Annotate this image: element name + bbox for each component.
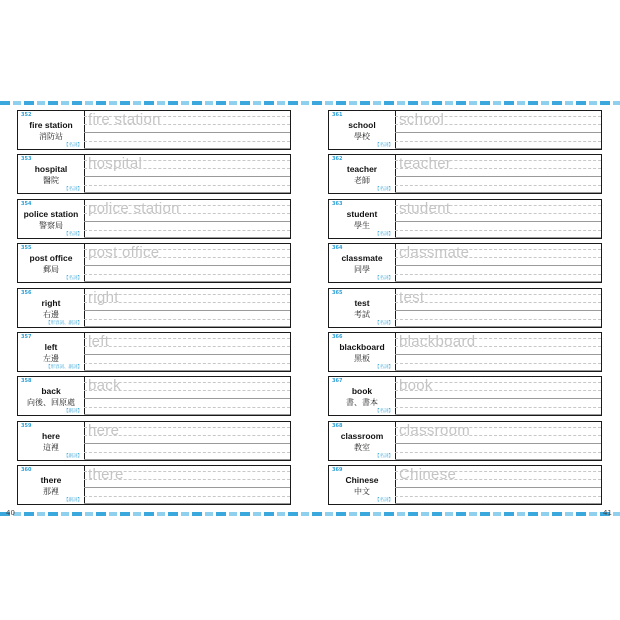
baseline (84, 354, 290, 355)
vocab-translation: 消防站 (39, 132, 63, 141)
baseline (84, 503, 290, 504)
vocab-info-cell (329, 333, 396, 371)
vocab-translation: 考試 (354, 309, 370, 319)
handwriting-practice-area[interactable] (84, 200, 290, 238)
vocab-translation: 教室 (354, 442, 370, 452)
vocab-translation: 書、書本 (346, 398, 378, 408)
part-of-speech-tag: 【名詞】 (64, 143, 82, 148)
vocab-word: post office (29, 253, 73, 264)
baseline (395, 148, 601, 149)
trace-word: school (399, 111, 445, 128)
vocab-number: 358 (21, 378, 32, 385)
guide-line (84, 319, 290, 320)
vocab-info-cell (18, 422, 85, 460)
guide-line (395, 363, 601, 364)
vocab-word: classroom (340, 430, 384, 441)
guide-line (395, 230, 601, 231)
vocab-info-cell (329, 244, 396, 282)
baseline (395, 281, 601, 282)
baseline (84, 221, 290, 222)
guide-line (84, 338, 290, 339)
vocab-word: teacher (346, 164, 378, 175)
part-of-speech-tag: 【名詞】 (375, 320, 393, 326)
part-of-speech-tag: 【名詞】 (64, 187, 82, 193)
trace-word: back (88, 377, 121, 395)
handwriting-practice-area[interactable] (84, 244, 290, 282)
vocab-info-cell (329, 155, 396, 193)
vocab-info-cell (329, 200, 396, 238)
part-of-speech-tag: 【名詞】 (375, 143, 393, 148)
vocab-translation: 右邊 (43, 309, 59, 319)
handwriting-practice-area[interactable] (395, 155, 601, 193)
part-of-speech-tag: 【名詞】 (375, 498, 393, 504)
trace-word: left (88, 332, 110, 350)
baseline (395, 192, 601, 193)
vocab-entry (328, 332, 602, 372)
vocab-word: here (42, 430, 60, 441)
guide-line (84, 363, 290, 364)
vocab-entry (17, 243, 291, 283)
baseline (84, 414, 290, 415)
part-of-speech-tag: 【名詞】 (375, 453, 393, 459)
guide-line (84, 230, 290, 231)
vocab-info-cell (18, 200, 85, 238)
vocab-word: right (41, 297, 61, 308)
vocab-translation: 老師 (354, 176, 370, 186)
guide-line (84, 346, 290, 347)
vocab-entry (17, 376, 291, 416)
part-of-speech-tag: 【形容詞、副詞】 (46, 364, 82, 370)
vocab-number: 361 (332, 112, 343, 118)
part-of-speech-tag: 【名詞】 (375, 409, 393, 415)
left-page-column (17, 110, 291, 510)
trace-word: blackboard (399, 332, 476, 350)
baseline (84, 176, 290, 177)
part-of-speech-tag: 【副詞】 (64, 498, 82, 504)
baseline (84, 281, 290, 282)
right-page-column (328, 110, 602, 510)
guide-line (84, 141, 290, 142)
baseline (395, 487, 601, 488)
vocab-word: left (44, 341, 58, 352)
trace-word: Chinese (399, 466, 457, 484)
vocab-info-cell (329, 377, 396, 415)
baseline (395, 176, 601, 177)
vocab-entry (328, 199, 602, 239)
bottom-decorative-dash-bar (0, 512, 620, 516)
baseline (84, 398, 290, 399)
part-of-speech-tag: 【名詞】 (64, 276, 82, 282)
trace-word: post office (88, 244, 160, 262)
baseline (395, 132, 601, 133)
vocab-number: 354 (21, 200, 32, 207)
vocab-entry (17, 332, 291, 372)
baseline (395, 398, 601, 399)
vocab-entry (17, 154, 291, 194)
baseline (395, 370, 601, 371)
handwriting-practice-area[interactable] (84, 155, 290, 193)
vocab-word: test (354, 297, 370, 308)
vocab-info-cell (329, 466, 396, 504)
vocab-translation: 這裡 (43, 442, 59, 452)
guide-line (395, 302, 601, 303)
baseline (84, 443, 290, 444)
handwriting-practice-area[interactable] (84, 422, 290, 460)
guide-line (395, 294, 601, 295)
baseline (84, 148, 290, 149)
vocab-number: 362 (332, 156, 343, 163)
vocab-translation: 黑板 (354, 353, 370, 363)
baseline (84, 326, 290, 327)
vocab-number: 353 (21, 156, 32, 163)
vocab-number: 367 (332, 378, 343, 385)
vocab-entry (17, 421, 291, 461)
trace-word: here (88, 421, 120, 439)
handwriting-practice-area[interactable] (84, 333, 290, 371)
vocab-entry (328, 154, 602, 194)
vocab-info-cell (18, 244, 85, 282)
baseline (84, 265, 290, 266)
handwriting-practice-area[interactable] (395, 333, 601, 371)
trace-word: teacher (399, 155, 452, 173)
vocab-entry (17, 199, 291, 239)
handwriting-practice-area[interactable] (84, 289, 290, 327)
part-of-speech-tag: 【名詞】 (375, 231, 393, 237)
baseline (395, 310, 601, 311)
baseline (395, 459, 601, 460)
baseline (84, 370, 290, 371)
baseline (395, 414, 601, 415)
vocab-translation: 左邊 (43, 353, 59, 363)
vocab-info-cell (18, 289, 85, 327)
vocab-word: school (348, 120, 376, 130)
vocab-number: 363 (332, 200, 343, 207)
trace-word: test (399, 288, 425, 306)
trace-word: police station (88, 199, 180, 217)
handwriting-practice-area[interactable] (395, 200, 601, 238)
baseline (395, 354, 601, 355)
trace-word: fire station (88, 111, 161, 128)
handwriting-practice-area[interactable] (395, 111, 601, 149)
vocab-number: 352 (21, 112, 32, 118)
vocab-word: police station (23, 208, 79, 219)
vocab-entry (328, 376, 602, 416)
baseline (395, 237, 601, 238)
vocab-number: 359 (21, 422, 32, 429)
guide-line (84, 274, 290, 275)
baseline (395, 265, 601, 266)
part-of-speech-tag: 【名詞】 (375, 364, 393, 370)
vocab-number: 365 (332, 289, 343, 296)
vocab-translation: 郵局 (43, 265, 59, 275)
vocab-number: 357 (21, 333, 32, 340)
vocab-word: blackboard (339, 341, 385, 352)
vocab-info-cell (18, 377, 85, 415)
vocab-word: hospital (34, 164, 68, 175)
part-of-speech-tag: 【名詞】 (375, 276, 393, 282)
trace-word: book (399, 377, 433, 395)
trace-word: hospital (88, 155, 143, 173)
vocab-translation: 醫院 (43, 176, 59, 186)
part-of-speech-tag: 【副詞】 (64, 453, 82, 459)
baseline (84, 459, 290, 460)
handwriting-practice-area[interactable] (395, 466, 601, 504)
guide-line (395, 319, 601, 320)
vocab-entry (328, 288, 602, 328)
vocab-info-cell (329, 422, 396, 460)
baseline (84, 192, 290, 193)
trace-word: there (88, 466, 124, 484)
vocab-info-cell (329, 289, 396, 327)
vocab-word: fire station (29, 120, 73, 130)
vocab-translation: 向後、回原處 (27, 398, 75, 408)
vocab-info-cell (329, 111, 396, 149)
vocab-entry (328, 243, 602, 283)
baseline (84, 310, 290, 311)
guide-line (84, 496, 290, 497)
vocab-entry (17, 288, 291, 328)
vocab-translation: 學生 (354, 220, 370, 230)
top-decorative-dash-bar (0, 101, 620, 105)
vocab-entry (328, 421, 602, 461)
vocab-translation: 同學 (354, 265, 370, 275)
baseline (395, 326, 601, 327)
vocab-word: Chinese (345, 475, 379, 486)
vocab-word: back (41, 386, 61, 397)
page-number-left: 40 (6, 509, 15, 517)
handwriting-practice-area[interactable] (395, 377, 601, 415)
guide-line (84, 407, 290, 408)
vocab-info-cell (18, 111, 85, 149)
part-of-speech-tag: 【副詞】 (64, 409, 82, 415)
baseline (395, 221, 601, 222)
vocab-entry (17, 465, 291, 505)
handwriting-practice-area[interactable] (84, 377, 290, 415)
handwriting-practice-area[interactable] (84, 111, 290, 149)
vocab-translation: 警察局 (39, 220, 63, 230)
vocab-number: 364 (332, 245, 343, 252)
baseline (395, 503, 601, 504)
vocab-word: there (40, 475, 62, 486)
handwriting-practice-area[interactable] (395, 289, 601, 327)
vocab-number: 368 (332, 422, 343, 429)
vocab-word: classmate (341, 253, 383, 264)
trace-word: classroom (399, 421, 471, 439)
vocab-number: 355 (21, 245, 32, 252)
part-of-speech-tag: 【名詞】 (64, 231, 82, 237)
vocab-number: 360 (21, 467, 32, 474)
vocab-translation: 那裡 (43, 487, 59, 497)
vocab-entry (17, 110, 291, 150)
guide-line (395, 407, 601, 408)
trace-word: classmate (399, 244, 470, 262)
baseline (84, 237, 290, 238)
vocab-number: 356 (21, 289, 32, 296)
handwriting-practice-area[interactable] (395, 244, 601, 282)
vocab-translation: 學校 (354, 132, 370, 141)
trace-word: right (88, 288, 119, 306)
vocab-info-cell (18, 333, 85, 371)
guide-line (395, 185, 601, 186)
handwriting-practice-area[interactable] (395, 422, 601, 460)
vocab-info-cell (18, 155, 85, 193)
vocab-number: 369 (332, 467, 343, 474)
vocab-entry (328, 465, 602, 505)
trace-word: student (399, 199, 451, 217)
vocab-word: book (351, 386, 373, 397)
vocab-word: student (346, 208, 378, 219)
part-of-speech-tag: 【形容詞、副詞】 (46, 320, 82, 326)
guide-line (84, 185, 290, 186)
vocab-info-cell (18, 466, 85, 504)
baseline (395, 443, 601, 444)
handwriting-practice-area[interactable] (84, 466, 290, 504)
baseline (84, 132, 290, 133)
vocab-entry (328, 110, 602, 150)
vocab-translation: 中文 (354, 487, 370, 497)
guide-line (395, 141, 601, 142)
guide-line (395, 274, 601, 275)
guide-line (395, 452, 601, 453)
vocab-number: 366 (332, 333, 343, 340)
guide-line (84, 452, 290, 453)
page-number-right: 41 (603, 509, 612, 517)
guide-line (395, 496, 601, 497)
part-of-speech-tag: 【名詞】 (375, 187, 393, 193)
baseline (84, 487, 290, 488)
